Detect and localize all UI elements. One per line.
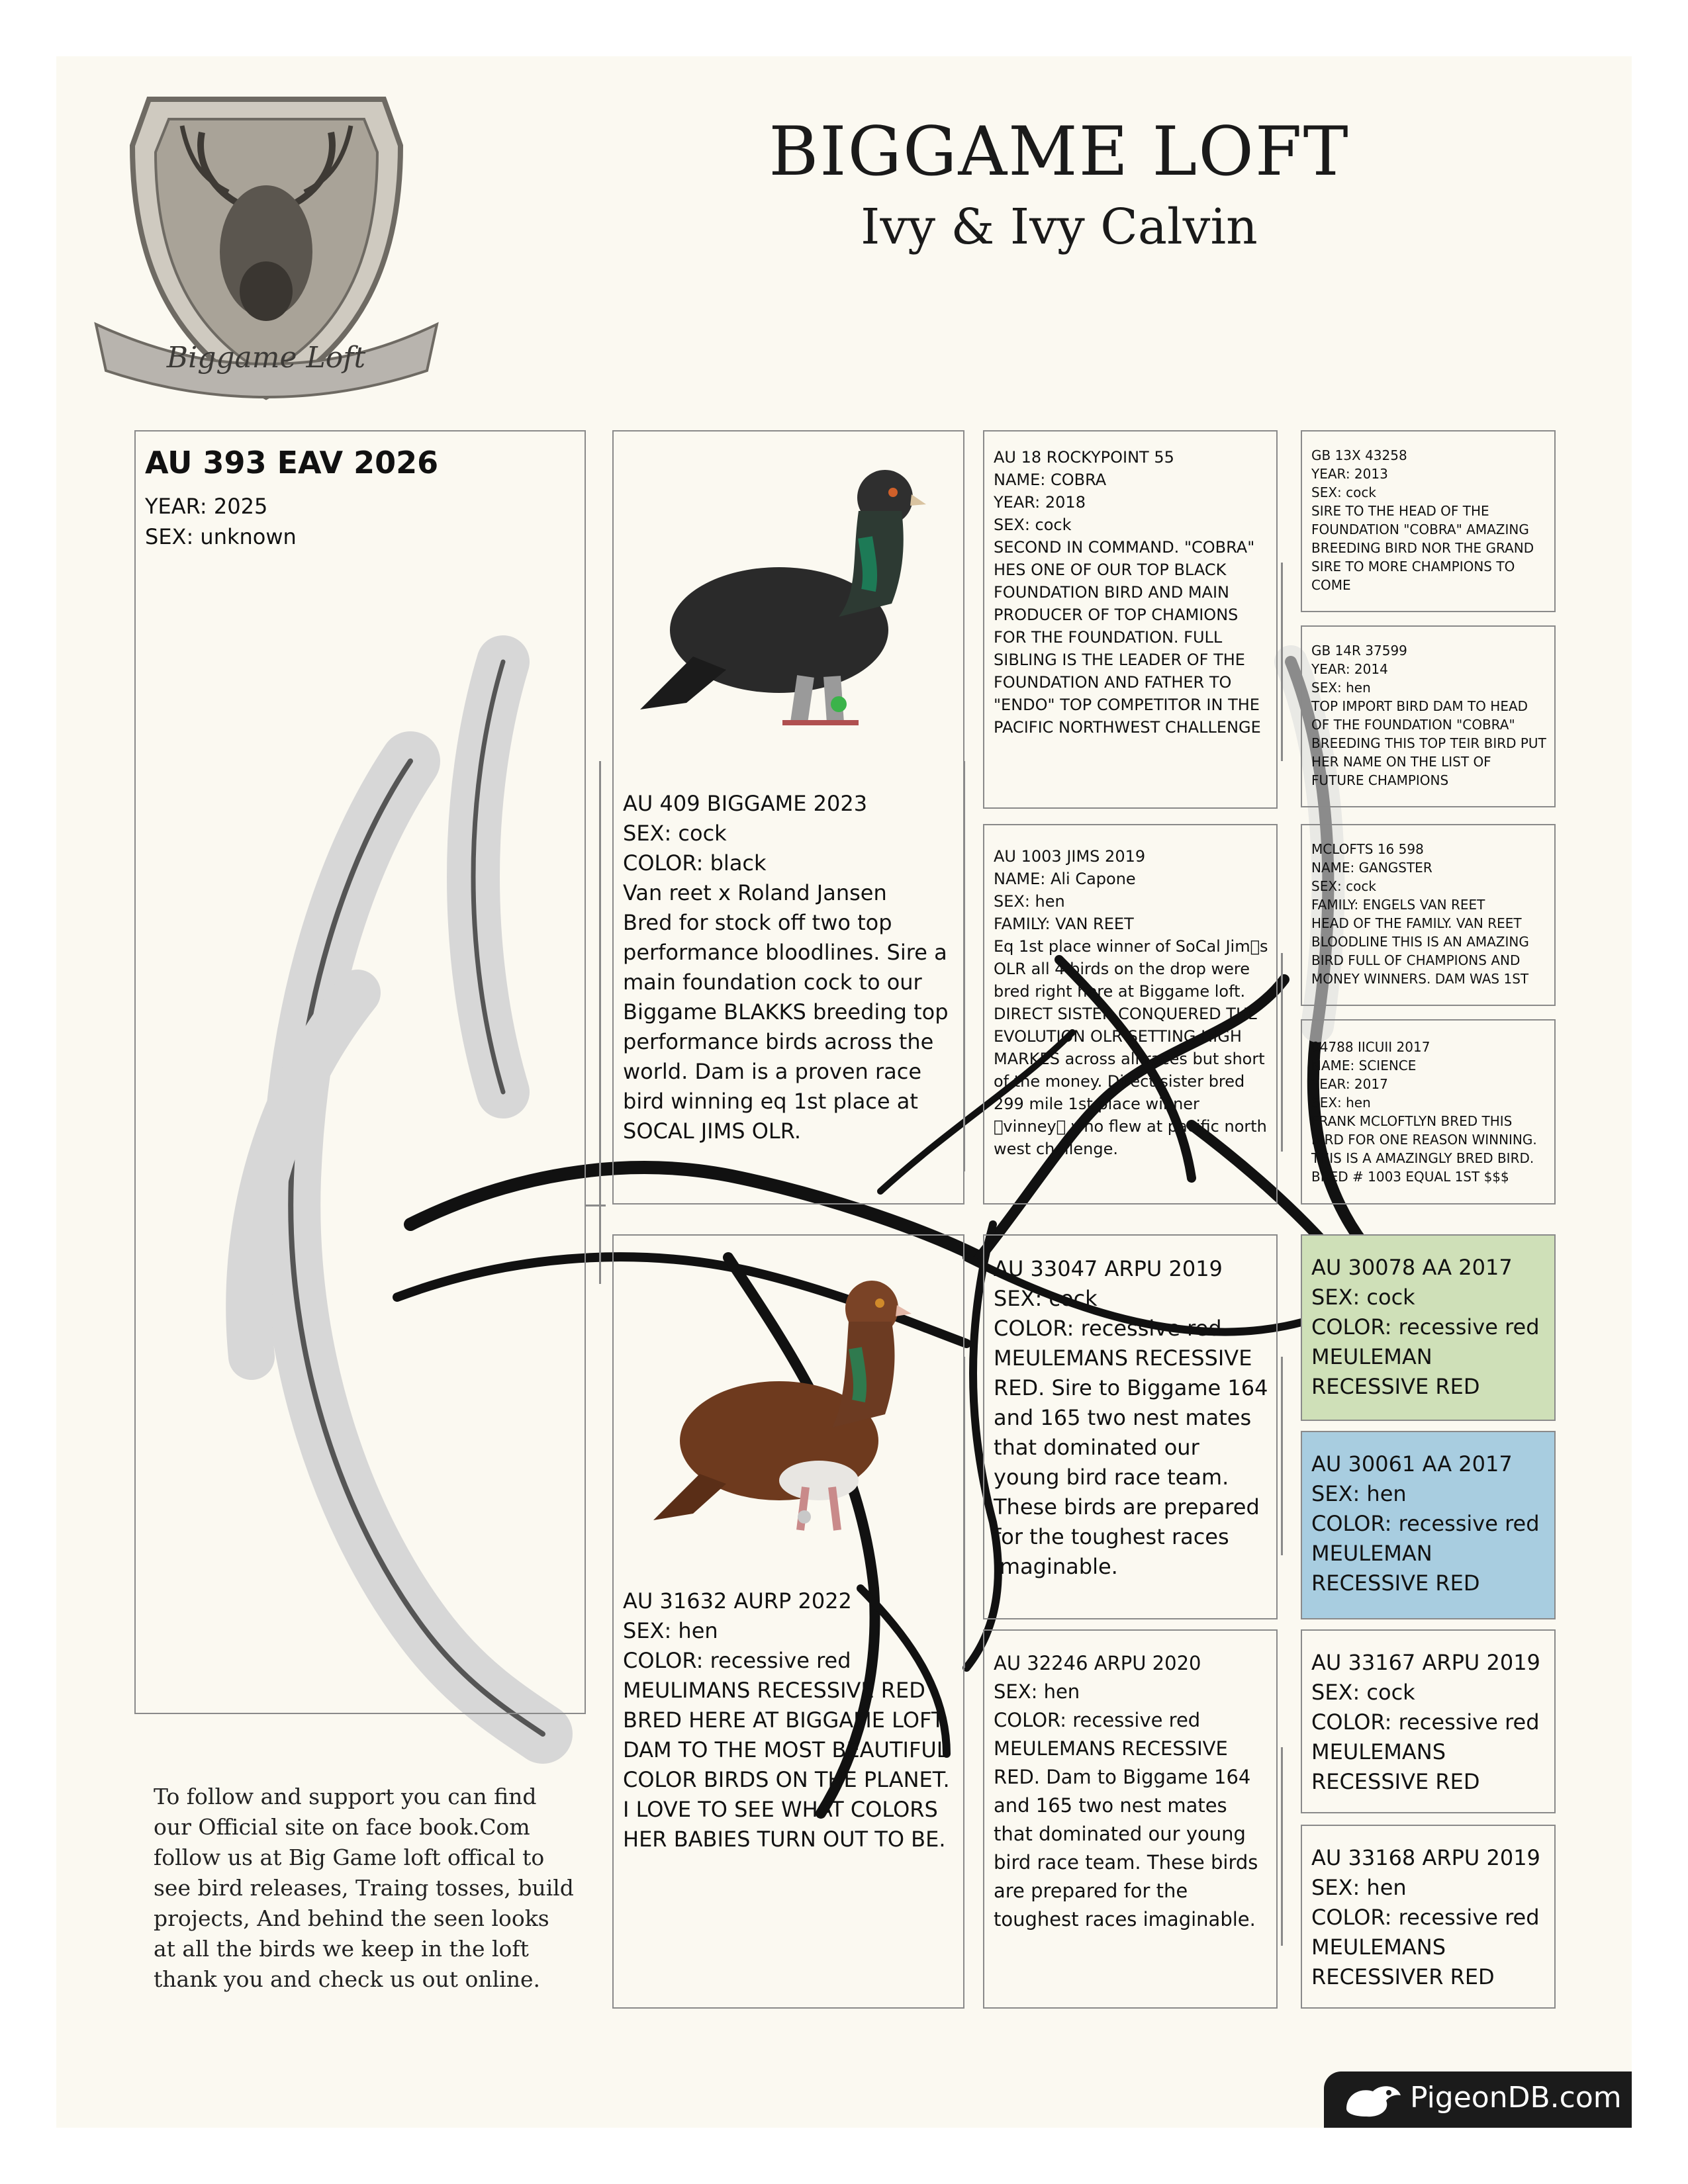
gp-dd-sex: SEX: hen bbox=[994, 1680, 1080, 1703]
ggp-dds-ring: AU 33167 ARPU 2019 bbox=[1311, 1650, 1540, 1675]
gp-sd-sex: SEX: hen bbox=[994, 892, 1065, 911]
ggp-ddd-sex: SEX: hen bbox=[1311, 1875, 1407, 1900]
dam-color: COLOR: recessive red bbox=[623, 1648, 851, 1673]
red-pigeon-photo bbox=[647, 1262, 925, 1540]
follow-line: thank you and check us out online. bbox=[154, 1966, 541, 1992]
ggp-ssd-sex: SEX: hen bbox=[1311, 680, 1371, 696]
connector bbox=[1281, 1747, 1283, 1946]
ggp-sss-notes: SIRE TO THE HEAD OF THE FOUNDATION "COBRA" AMAZING BREEDING BIRD NOR THE GRAND SIRE TO MORE CHAMPIONS TO COME bbox=[1311, 503, 1534, 593]
ggp-dsd-sex: SEX: hen bbox=[1311, 1481, 1407, 1506]
follow-line: see bird releases, Traing tosses, build bbox=[154, 1875, 574, 1901]
ggp-dsd-notes: MEULEMAN RECESSIVE RED bbox=[1311, 1541, 1480, 1596]
gp-sd-family: FAMILY: VAN REET bbox=[994, 915, 1134, 933]
ggp-sdd-ring: 04788 IICUII 2017 bbox=[1311, 1039, 1430, 1055]
ggp-dds-sex: SEX: cock bbox=[1311, 1680, 1415, 1705]
pigeondb-brand[interactable] bbox=[1324, 2071, 1632, 2128]
ggp-dss-card bbox=[1301, 1234, 1556, 1421]
gp-ds-color: COLOR: recessive red bbox=[994, 1316, 1222, 1341]
ggp-sss-card bbox=[1301, 430, 1556, 612]
gp-ss-ring: AU 18 ROCKYPOINT 55 bbox=[994, 448, 1174, 467]
gp-ds-sex: SEX: cock bbox=[994, 1286, 1098, 1311]
ggp-dds-card bbox=[1301, 1629, 1556, 1813]
grandsire-dam-card bbox=[983, 1234, 1278, 1619]
ggp-sss-sex: SEX: cock bbox=[1311, 484, 1376, 500]
ggp-dds-notes: MEULEMANS RECESSIVE RED bbox=[1311, 1739, 1480, 1794]
ggp-dsd-card bbox=[1301, 1431, 1556, 1619]
dam-ring: AU 31632 AURP 2022 bbox=[623, 1588, 852, 1614]
gp-ss-name: NAME: COBRA bbox=[994, 471, 1107, 489]
ggp-ssd-notes: TOP IMPORT BIRD DAM TO HEAD OF THE FOUNDATION "COBRA" BREEDING THIS TOP TEIR BIRD PUT HER NAME ON THE LIST OF FUTURE CHAMPIONS bbox=[1311, 698, 1546, 788]
ggp-dds-color: COLOR: recessive red bbox=[1311, 1709, 1540, 1735]
connector bbox=[1281, 563, 1283, 761]
gp-dd-ring: AU 32246 ARPU 2020 bbox=[994, 1652, 1201, 1674]
granddam-dam-card bbox=[983, 1629, 1278, 2009]
connector bbox=[586, 1205, 606, 1206]
follow-text bbox=[154, 1782, 577, 1995]
dam-notes: MEULIMANS RECESSIVE RED BRED HERE AT BIGGAME LOFT. DAM TO THE MOST BEAUTIFUL COLOR BIRDS ON THE PLANET. I LOVE TO SEE WHAT COLORS HER BABIES TURN OUT TO BE. bbox=[623, 1678, 950, 1852]
sire-color: COLOR: black bbox=[623, 850, 767, 876]
ggp-ddd-notes: MEULEMANS RECESSIVER RED bbox=[1311, 1934, 1495, 1989]
sire-sex: SEX: cock bbox=[623, 821, 727, 846]
connector bbox=[1281, 1357, 1283, 1555]
gp-sd-ring: AU 1003 JIMS 2019 bbox=[994, 847, 1146, 866]
ggp-dss-color: COLOR: recessive red bbox=[1311, 1314, 1540, 1340]
gp-sd-notes: Eq 1st place winner of SoCal Jim s OLR all 4 birds on the drop were bred right here at Biggame loft. DIRECT SISTER CONQUERED THE EVOLUTION OLR SETTING HIGH MARKES across all races but short of the money. Direct sister bred 299 mile 1st place winner  vinney  who flew at pacific north west challenge. bbox=[994, 937, 1268, 1158]
sire-notes: Bred for stock off two top performance bloodlines. Sire a main foundation cock to our Biggame BLAKKS breeding top performance birds across the world. Dam is a proven race bird winning eq 1st place at SOCAL JIMS OLR. bbox=[623, 910, 949, 1144]
subject-sex: SEX: unknown bbox=[145, 524, 297, 549]
subject-year: YEAR: 2025 bbox=[145, 494, 268, 519]
follow-line: projects, And behind the seen looks bbox=[154, 1905, 549, 1931]
gp-dd-color: COLOR: recessive red bbox=[994, 1709, 1201, 1731]
ggp-ssd-card bbox=[1301, 625, 1556, 807]
gp-dd-notes: MEULEMANS RECESSIVE RED. Dam to Biggame 164 and 165 two nest mates that dominated our young bird race team. These birds are prepared for the toughest races imaginable. bbox=[994, 1737, 1258, 1931]
ggp-sdd-sex: SEX: hen bbox=[1311, 1095, 1371, 1111]
ggp-dss-ring: AU 30078 AA 2017 bbox=[1311, 1255, 1513, 1280]
ggp-sdd-year: YEAR: 2017 bbox=[1311, 1076, 1388, 1092]
gp-ds-ring: AU 33047 ARPU 2019 bbox=[994, 1256, 1223, 1281]
gp-sd-name: NAME: Ali Capone bbox=[994, 870, 1136, 888]
sire-family: Van reet x Roland Jansen bbox=[623, 880, 887, 905]
pigeon-logo-icon bbox=[1342, 2079, 1403, 2120]
subject-card bbox=[134, 430, 586, 1714]
gp-ss-year: YEAR: 2018 bbox=[994, 493, 1086, 512]
follow-line: at all the birds we keep in the loft bbox=[154, 1936, 529, 1962]
connector bbox=[1281, 953, 1283, 1152]
gp-ds-notes: MEULEMANS RECESSIVE RED. Sire to Biggame 164 and 165 two nest mates that dominated our young bird race team. These birds are prepared for the toughest races imaginable. bbox=[994, 1345, 1268, 1579]
connector bbox=[599, 761, 601, 1205]
ggp-sds-ring: MCLOFTS 16 598 bbox=[1311, 841, 1424, 857]
subject-ring: AU 393 EAV 2026 bbox=[145, 445, 439, 480]
ggp-sss-year: YEAR: 2013 bbox=[1311, 466, 1388, 482]
ggp-dss-notes: MEULEMAN RECESSIVE RED bbox=[1311, 1344, 1480, 1399]
follow-line: To follow and support you can find bbox=[154, 1784, 537, 1809]
black-pigeon-photo bbox=[640, 458, 931, 736]
ggp-sds-name: NAME: GANGSTER bbox=[1311, 860, 1432, 876]
ggp-dss-sex: SEX: cock bbox=[1311, 1285, 1415, 1310]
dam-card bbox=[612, 1234, 964, 2009]
gp-ss-sex: SEX: cock bbox=[994, 516, 1072, 534]
dam-sex: SEX: hen bbox=[623, 1618, 718, 1643]
ggp-sds-family: FAMILY: ENGELS VAN REET bbox=[1311, 897, 1485, 913]
follow-line: follow us at Big Game loft offical to bbox=[154, 1844, 545, 1870]
ggp-sds-card bbox=[1301, 824, 1556, 1006]
ggp-sds-notes: HEAD OF THE FAMILY. VAN REET BLOODLINE THIS IS AN AMAZING BIRD FULL OF CHAMPIONS AND MONEY WINNERS. DAM WAS 1ST bbox=[1311, 915, 1529, 987]
page-subtitle: Ivy & Ivy Calvin bbox=[861, 199, 1258, 255]
sire-ring: AU 409 BIGGAME 2023 bbox=[623, 791, 868, 816]
connector bbox=[599, 1205, 601, 1284]
brand-text: PigeonDB.com bbox=[1410, 2081, 1622, 2115]
ggp-sss-ring: GB 13X 43258 bbox=[1311, 447, 1407, 463]
logo-text: Biggame Loft bbox=[166, 341, 366, 375]
follow-line: our Official site on face book.Com bbox=[154, 1814, 530, 1840]
sire-card bbox=[612, 430, 964, 1205]
gp-ss-notes: SECOND IN COMMAND. "COBRA" HES ONE OF OUR TOP BLACK FOUNDATION BIRD AND MAIN PRODUCER OF TOP CHAMIONS FOR THE FOUNDATION. FULL SIBLING IS THE LEADER OF THE FOUNDATION AND FATHER TO "ENDO" TOP COMPETITOR IN THE PACIFIC NORTHWEST CHALLENGE bbox=[994, 538, 1261, 737]
ggp-sdd-card bbox=[1301, 1019, 1556, 1205]
granddam-sire-card bbox=[983, 824, 1278, 1205]
ggp-dsd-color: COLOR: recessive red bbox=[1311, 1511, 1540, 1536]
biggame-logo bbox=[89, 73, 444, 407]
page-title: BIGGAME LOFT bbox=[769, 113, 1350, 191]
ggp-sdd-name: NAME: SCIENCE bbox=[1311, 1058, 1417, 1073]
grandsire-sire-card bbox=[983, 430, 1278, 809]
ggp-ssd-year: YEAR: 2014 bbox=[1311, 661, 1388, 677]
ggp-ssd-ring: GB 14R 37599 bbox=[1311, 643, 1407, 659]
ggp-ddd-card bbox=[1301, 1825, 1556, 2009]
ggp-sds-sex: SEX: cock bbox=[1311, 878, 1376, 894]
ggp-ddd-color: COLOR: recessive red bbox=[1311, 1905, 1540, 1930]
ggp-sdd-notes: FRANK MCLOFTLYN BRED THIS BIRD FOR ONE REASON WINNING. THIS IS A AMAZINGLY BRED BIRD. BRED # 1003 EQUAL 1ST $$$ bbox=[1311, 1113, 1537, 1185]
ggp-ddd-ring: AU 33168 ARPU 2019 bbox=[1311, 1845, 1540, 1870]
ggp-dsd-ring: AU 30061 AA 2017 bbox=[1311, 1451, 1513, 1477]
